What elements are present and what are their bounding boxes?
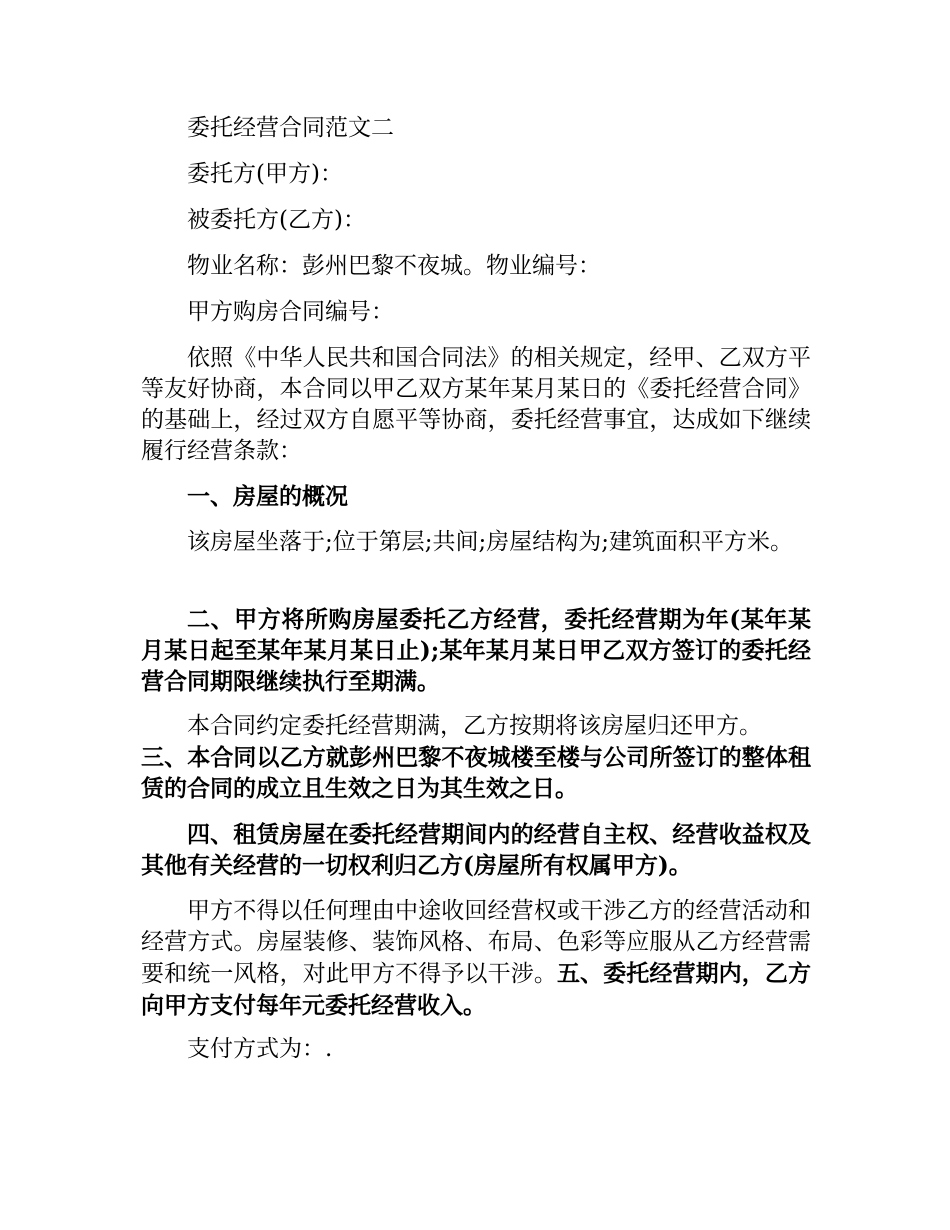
party-b-line: 被委托方(乙方)： [187, 207, 366, 233]
section-4-body-text: 甲方不得以任何理由中途收回经营权或干涉乙方的经营活动和经营方式。房屋装修、装饰风格、布局、色彩等应服从乙方经营需要和统一风格，对此甲方不得予以干涉。 [141, 898, 811, 987]
property-name-line: 物业名称：彭州巴黎不夜城。物业编号： [187, 253, 601, 279]
section-4-body [141, 896, 811, 1022]
party-a-line: 委托方(甲方)： [187, 161, 343, 187]
section-1-body: 该房屋坐落于;位于第层;共间;房屋结构为;建筑面积平方米。 [187, 529, 793, 555]
section-2-paragraph: 二、甲方将所购房屋委托乙方经营，委托经营期为年(某年某月某日起至某年某月某日止);某年某月某日甲乙双方签订的委托经营合同期限继续执行至期满。 [141, 606, 811, 695]
section-4-paragraph: 四、租赁房屋在委托经营期间内的经营自主权、经营收益权及其他有关经营的一切权利归乙方(房屋所有权属甲方)。 [141, 821, 811, 879]
contract-number-line: 甲方购房合同编号： [187, 299, 394, 325]
payment-method-line: 支付方式为：. [187, 1036, 333, 1062]
section-5-paragraph: 五、委托经营期内，乙方向甲方支付每年元委托经营收入。 [141, 960, 812, 1019]
preamble-paragraph: 依照《中华人民共和国合同法》的相关规定，经甲、乙双方平等友好协商，本合同以甲乙双方某年某月某日的《委托经营合同》的基础上，经过双方自愿平等协商，委托经营事宜，达成如下继续履行经营条款： [141, 345, 811, 464]
doc-title: 委托经营合同范文二 [187, 115, 394, 141]
section-3-paragraph: 三、本合同以乙方就彭州巴黎不夜城楼至楼与公司所签订的整体租赁的合同的成立且生效之日为其生效之日。 [141, 744, 811, 802]
section-2-followup: 本合同约定委托经营期满，乙方按期将该房屋归还甲方。 [187, 713, 762, 739]
section-1-heading: 一、房屋的概况 [187, 483, 348, 510]
